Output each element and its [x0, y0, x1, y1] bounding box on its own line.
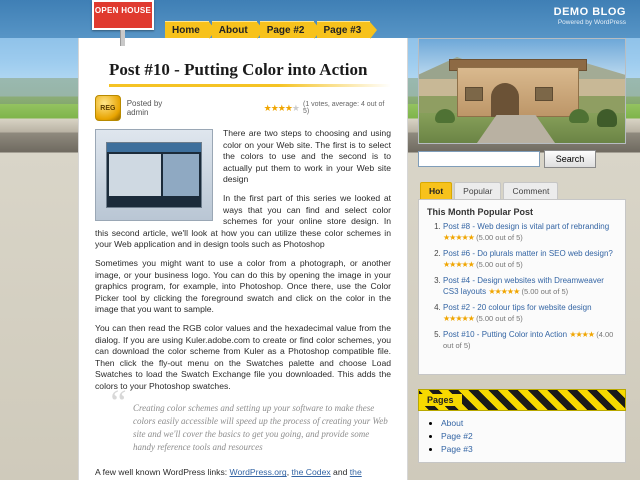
links-intro: A few well known WordPress links:: [95, 467, 230, 478]
popular-post-stars-5: ★★★★: [569, 330, 594, 339]
list-item[interactable]: [443, 249, 617, 270]
popular-posts-list: [427, 222, 617, 351]
site-tagline: Powered by WordPress: [557, 19, 626, 26]
links-separator: ,: [286, 467, 292, 478]
post-blockquote: “ Creating color schemes and setting up your software to make these colors easily accessible will speed up the process of creating your Web site and we'll cover the basics to get you going, and provide some handy reference tools and resources: [107, 402, 391, 454]
post-thumbnail-image: [95, 129, 213, 221]
photo-bush-2: [569, 109, 589, 123]
pages-link-page-3[interactable]: Page #3: [441, 444, 473, 454]
popular-posts-title: This Month Popular Post: [427, 207, 533, 217]
list-item[interactable]: [443, 276, 617, 297]
thumbnail-browser-body: [107, 152, 201, 198]
site-title: DEMO BLOG: [553, 6, 626, 18]
popular-post-link-1[interactable]: Post #8 - Web design is vital part of rebranding: [443, 222, 610, 231]
list-item[interactable]: [443, 303, 617, 324]
post-rating: [264, 101, 391, 115]
popular-post-note-3: (5.00 out of 5): [521, 286, 569, 296]
popular-post-stars-1: ★★★★★: [443, 232, 474, 242]
posted-by-label: Posted by admin: [126, 99, 163, 117]
page-title: Post #10 - Putting Color into Action: [109, 60, 368, 79]
list-item[interactable]: [441, 443, 617, 456]
search-input[interactable]: [418, 151, 540, 167]
popular-posts-widget: [418, 199, 626, 375]
links-and: and: [330, 467, 350, 478]
photo-bush-1: [435, 109, 455, 123]
popular-post-note-4: (5.00 out of 5): [476, 313, 523, 323]
title-divider: [109, 84, 391, 87]
rating-count-label: (1 votes, average: 4 out of 5): [302, 101, 385, 115]
popular-post-note-2: (5.00 out of 5): [476, 259, 523, 269]
nav-item-about[interactable]: About: [212, 21, 257, 38]
pages-widget-title: Pages: [419, 394, 462, 406]
open-house-sign-label: OPEN HOUSE: [92, 0, 154, 30]
popular-post-stars-3: ★★★★★: [488, 286, 520, 296]
post-content-column: [78, 38, 408, 480]
link-the[interactable]: the: [349, 467, 362, 478]
thumbnail-browser-mockup: [106, 142, 202, 208]
pages-widget-list: [418, 411, 626, 463]
thumbnail-col-side: [163, 154, 199, 196]
site-branding: [554, 6, 626, 26]
list-item[interactable]: [443, 330, 617, 351]
pages-widget: [418, 389, 626, 463]
popular-post-link-5[interactable]: Post #10 - Putting Color into Action: [443, 330, 568, 339]
popular-post-link-2[interactable]: Post #6 - Do plurals matter in SEO web design?: [443, 249, 613, 258]
pages-widget-header: [418, 389, 626, 411]
popular-post-stars-4: ★★★★★: [443, 313, 474, 323]
post-links-line: [95, 466, 391, 478]
search-form[interactable]: [418, 150, 626, 168]
popular-post-note-5: (4.00 out of 5): [443, 330, 614, 350]
avatar: REG: [95, 95, 121, 121]
popular-post-note-1: (5.00 out of 5): [476, 232, 523, 242]
list-item[interactable]: [443, 222, 617, 243]
photo-house-entry-arch: [491, 83, 519, 117]
tab-hot[interactable]: Hot: [420, 182, 452, 199]
house-photo: [418, 38, 626, 144]
sidebar-tabs[interactable]: [418, 182, 626, 199]
nav-item-page-2[interactable]: Page #2: [260, 21, 314, 38]
photo-bush-3: [597, 109, 617, 127]
post-paragraph-1: There are two steps to choosing and using color on your Web site. The first is to select the colors to use and the second is to actually put them to work in your Web site design: [223, 128, 391, 185]
sidebar: [418, 150, 626, 463]
sign-post: [120, 30, 125, 46]
post-paragraph-2: In the first part of this series we looked at ways that you can find and select color schemes for your online store design. In this second article, we'll look at how you can utilize these color schemes in your Web application and in design tools such as Photoshop: [95, 192, 391, 250]
tab-comment[interactable]: Comment: [503, 182, 558, 199]
post-paragraph-4: You can then read the RGB color values and the hexadecimal value from the dialog. If you are using Kuler.adobe.com to create or find color schemes, you can download the color scheme from Kuler as a Photoshop compatible file. Then click the fly-out menu on the Swatches palette and choose Load Swatches to load the Swatch Exchange file you downloaded. This adds the colors to your Photoshop swatches.: [95, 322, 391, 391]
photo-house-window-right: [535, 87, 553, 101]
list-item[interactable]: [441, 430, 617, 443]
post-meta: [95, 95, 391, 121]
popular-post-stars-2: ★★★★★: [443, 259, 474, 269]
post-paragraph-3: Sometimes you might want to use a color from a photograph, or another image, or your business logo. You can do this by opening the image in your graphics program, for example, into Photoshop. Once there, use the Color Picker tool by clicking the foreground swatch and click on the color in the image that you want to sample.: [95, 257, 391, 315]
open-house-sign: [92, 0, 154, 46]
nav-item-page-3[interactable]: Page #3: [317, 21, 371, 38]
thumbnail-browser-bar: [107, 143, 201, 152]
link-codex[interactable]: the Codex: [291, 467, 331, 478]
tab-popular[interactable]: Popular: [454, 182, 501, 199]
rating-stars[interactable]: ★★★★★: [263, 102, 299, 113]
popular-post-link-4[interactable]: Post #2 - 20 colour tips for website design: [443, 303, 592, 312]
main-navigation[interactable]: [165, 21, 370, 38]
thumbnail-col-main: [109, 154, 161, 196]
pages-link-about[interactable]: About: [441, 418, 464, 428]
nav-item-home[interactable]: Home: [165, 21, 209, 38]
popular-post-link-3[interactable]: Post #4 - Design websites with Dreamweaver CS3 layouts: [443, 276, 604, 296]
pages-link-page-2[interactable]: Page #2: [441, 431, 473, 441]
link-wordpress-org[interactable]: WordPress.org: [229, 467, 287, 478]
list-item[interactable]: [441, 417, 617, 430]
photo-house-window-left: [465, 87, 483, 101]
search-button[interactable]: Search: [544, 150, 596, 168]
